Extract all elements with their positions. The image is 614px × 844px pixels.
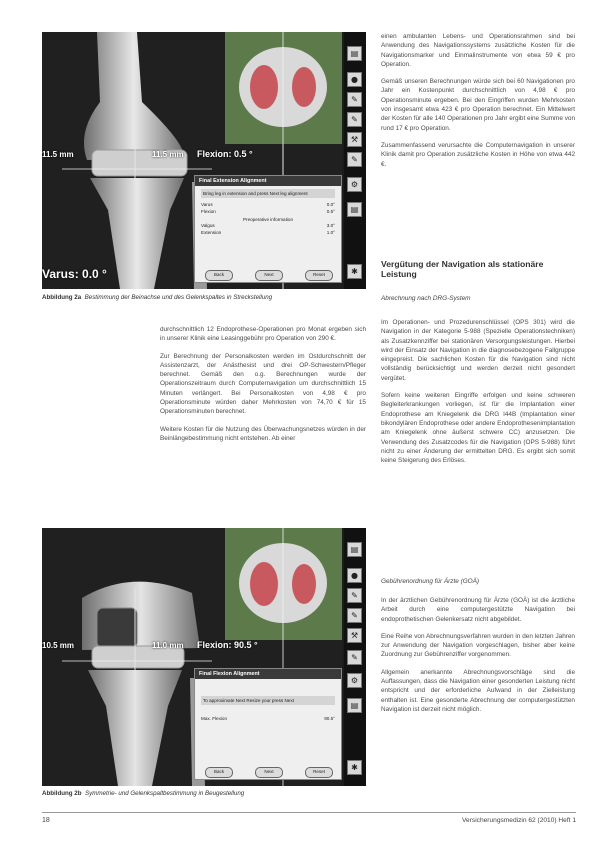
footer-rule <box>42 812 576 813</box>
navigation-toolbar <box>344 32 366 289</box>
page-number: 18 <box>42 817 50 824</box>
paragraph: Gemäß unseren Berechnungen würde sich bei 60 Navigationen pro Jahr ein Kostenpunkt durchschnittlich von 4,98 € pro Operationsminute ergeben. Bei den Eingriffen wurden Mehrkosten von insgesamt etwa 423 € pro Operation berechnet. Ein Mittelwert der Kosten für alle 140 Operationen pro Jahr ergibt eine Summe von rund 17 € pro Operation. <box>381 78 575 132</box>
dialog-row: Extension 1.0° <box>201 230 335 235</box>
toolbar-button-7[interactable]: ⚙ <box>347 177 362 192</box>
paragraph: In der ärztlichen Gebührenordnung für Ärzte (GOÄ) ist die ärztliche Arbeit durch eine computergestützte Navigation bei endoprothetischen Gelenkersatz nicht abgebildet. <box>381 597 575 623</box>
back-button[interactable]: Back <box>205 270 233 281</box>
toolbar-button-6[interactable]: ✎ <box>347 650 362 665</box>
toolbar-button-2[interactable]: ● <box>347 72 362 87</box>
paragraph: Zusammenfassend verursachte die Computernavigation in unserer Klinik damit pro Operation zusätzliche Kosten in Höhe von etwa 442 €. <box>381 141 575 168</box>
next-button[interactable]: Next <box>255 270 283 281</box>
toolbar-button-8[interactable]: ▤ <box>347 202 362 217</box>
dialog-title: Final Flexion Alignment <box>195 669 341 679</box>
final-extension-alignment-dialog <box>194 175 342 283</box>
right-gap-readout: 11.0 mm <box>152 641 184 650</box>
toolbar-button-4[interactable]: ✎ <box>347 608 362 623</box>
section-subheading: Abrechnung nach DRG-System <box>381 295 471 302</box>
dialog-title: Final Extension Alignment <box>195 176 341 186</box>
paragraph: Sofern keine weiteren Eingriffe erfolgen und keine schweren Begleiterkrankungen vorliegen, ist für die Implantation einer Endoprothese am Kniegelenk die DRG I44B (Implantation einer bikondylären Endoprothese oder andere Endoprothesenimplantation am Kniegelenk ohne äußerst schwere CC) anzusetzen. Die Verwendung des Zusatzcodes für die Navigation (OPS 5-988) führt nicht zu einer Änderung der ermittelten DRG. Es ergibt sich somit keine Steigerung des Erlöses. <box>381 392 575 465</box>
toolbar-button-5[interactable]: ⚒ <box>347 132 362 147</box>
paragraph: Weitere Kosten für die Nutzung des Überwachungsnetzes würden in der Beinlängebestimmung nicht entstehen. Ab einer <box>160 425 366 442</box>
paragraph: Zur Berechnung der Personalkosten werden im Ostdurchschnitt der Assistenzarzt, der Anästhesist und drei OP-Schwestern/Pfleger berechnet. Gemäß den o.g. Berechnungen wurde der Operationszeitraum durch Computernavigation um durchschnittlich 15 Minuten verlängert. Bei Personalkosten von 4,98 € pro Operationsminute würden daher Mehrkosten von 74,70 € für 15 Operationsminuten berechnet. <box>160 352 366 416</box>
flexion-readout: Flexion: 0.5 ° <box>197 149 253 159</box>
toolbar-button-1[interactable]: ▤ <box>347 46 362 61</box>
reset-button[interactable]: Reset <box>305 767 333 778</box>
dialog-row: Varus 0.0° <box>201 202 335 207</box>
toolbar-button-9[interactable]: ✱ <box>347 760 362 775</box>
paragraph: durchschnittlich 12 Endoprothese-Operationen pro Monat ergeben sich in unserer Klinik eine Leasinggebühr pro Operation von 290 €. <box>160 326 366 343</box>
toolbar-button-1[interactable]: ▤ <box>347 542 362 557</box>
flexion-readout: Flexion: 90.5 ° <box>197 640 258 650</box>
toolbar-button-4[interactable]: ✎ <box>347 112 362 127</box>
toolbar-button-2[interactable]: ● <box>347 568 362 583</box>
toolbar-button-3[interactable]: ✎ <box>347 92 362 107</box>
paragraph: Im Operationen- und Prozedurenschlüssel (OPS 301) wird die Navigation in der Kategorie 5-988 (Spezielle Operationstechniken) als Zusatzkennziffer bei stationären Versorgungsleistungen. Hierbei wird der Einsatz der Navigation in die diagnosebezogene Fallgruppe eingepreist. Die sachlichen Kosten für die Navigation sind nicht vollständig berücksichtigt und werden derzeit nicht gesondert vergütet. <box>381 319 575 382</box>
dialog-prompt: Bring leg in extension and press Next leg alignment <box>201 189 335 198</box>
journal-reference: Versicherungsmedizin 62 (2010) Heft 1 <box>462 817 576 824</box>
toolbar-button-7[interactable]: ⚙ <box>347 673 362 688</box>
paragraph: Allgemein anerkannte Abrechnungsvorschläge sind die Auffassungen, dass die Navigation einer gesonderten Leistung nicht entspricht und der erforderliche Aufwand in der Zielleistung enthalten ist. Eine gesonderte Abrechnung der computergestützten Navigation ist derzeit nicht möglich. <box>381 668 575 713</box>
toolbar-button-3[interactable]: ✎ <box>347 588 362 603</box>
varus-readout: Varus: 0.0 ° <box>42 267 107 281</box>
paragraph: Eine Reihe von Abrechnungsverfahren wurden in den letzten Jahren zur Anwendung der Navigation vorgeschlagen, bisher aber keine Zuordnung zur Gebührenziffer vorgenommen. <box>381 632 575 659</box>
right-column-text-top <box>381 32 575 177</box>
left-gap-readout: 11.5 mm <box>42 150 74 159</box>
dialog-prompt: To approximate Next Resize your press Next <box>201 696 335 705</box>
section-heading: Vergütung der Navigation als stationäre Leistung <box>381 259 544 279</box>
back-button[interactable]: Back <box>205 767 233 778</box>
middle-column-text <box>160 325 366 451</box>
navigation-toolbar <box>344 528 366 786</box>
right-column-text-bottom <box>381 596 575 722</box>
figure-2b-screenshot <box>42 528 366 786</box>
next-button[interactable]: Next <box>255 767 283 778</box>
toolbar-button-5[interactable]: ⚒ <box>347 628 362 643</box>
toolbar-button-8[interactable]: ▤ <box>347 698 362 713</box>
reset-button[interactable]: Reset <box>305 270 333 281</box>
right-column-text-middle <box>381 318 575 473</box>
goa-subheading: Gebührenordnung für Ärzte (GOÄ) <box>381 578 480 585</box>
dialog-row: Flexion 0.5° <box>201 209 335 214</box>
dialog-row: Valgus 3.0° <box>201 223 335 228</box>
final-flexion-alignment-dialog <box>194 668 342 780</box>
figure-2b-caption: Abbildung 2b Symmetrie- und Gelenkspaltbestimmung in Beugestellung <box>42 790 245 797</box>
figure-2a-caption: Abbildung 2a Bestimmung der Beinachse und des Gelenkspaltes in Streckstellung <box>42 294 273 301</box>
toolbar-button-9[interactable]: ✱ <box>347 264 362 279</box>
figure-2a-screenshot <box>42 32 366 289</box>
toolbar-button-6[interactable]: ✎ <box>347 152 362 167</box>
paragraph: einen ambulanten Lebens- und Operationsrahmen sind bei Anwendung des Navigationssystems zusätzliche Kosten für die Navigationsmarker und Einmalinstrumente von etwa 59 € pro Operation. <box>381 33 575 68</box>
dialog-row: Max. Flexion 90.5° <box>201 716 335 721</box>
right-gap-readout: 11.5 mm <box>152 150 184 159</box>
dialog-heading: Preoperative information <box>242 217 294 222</box>
left-gap-readout: 10.5 mm <box>42 641 75 650</box>
